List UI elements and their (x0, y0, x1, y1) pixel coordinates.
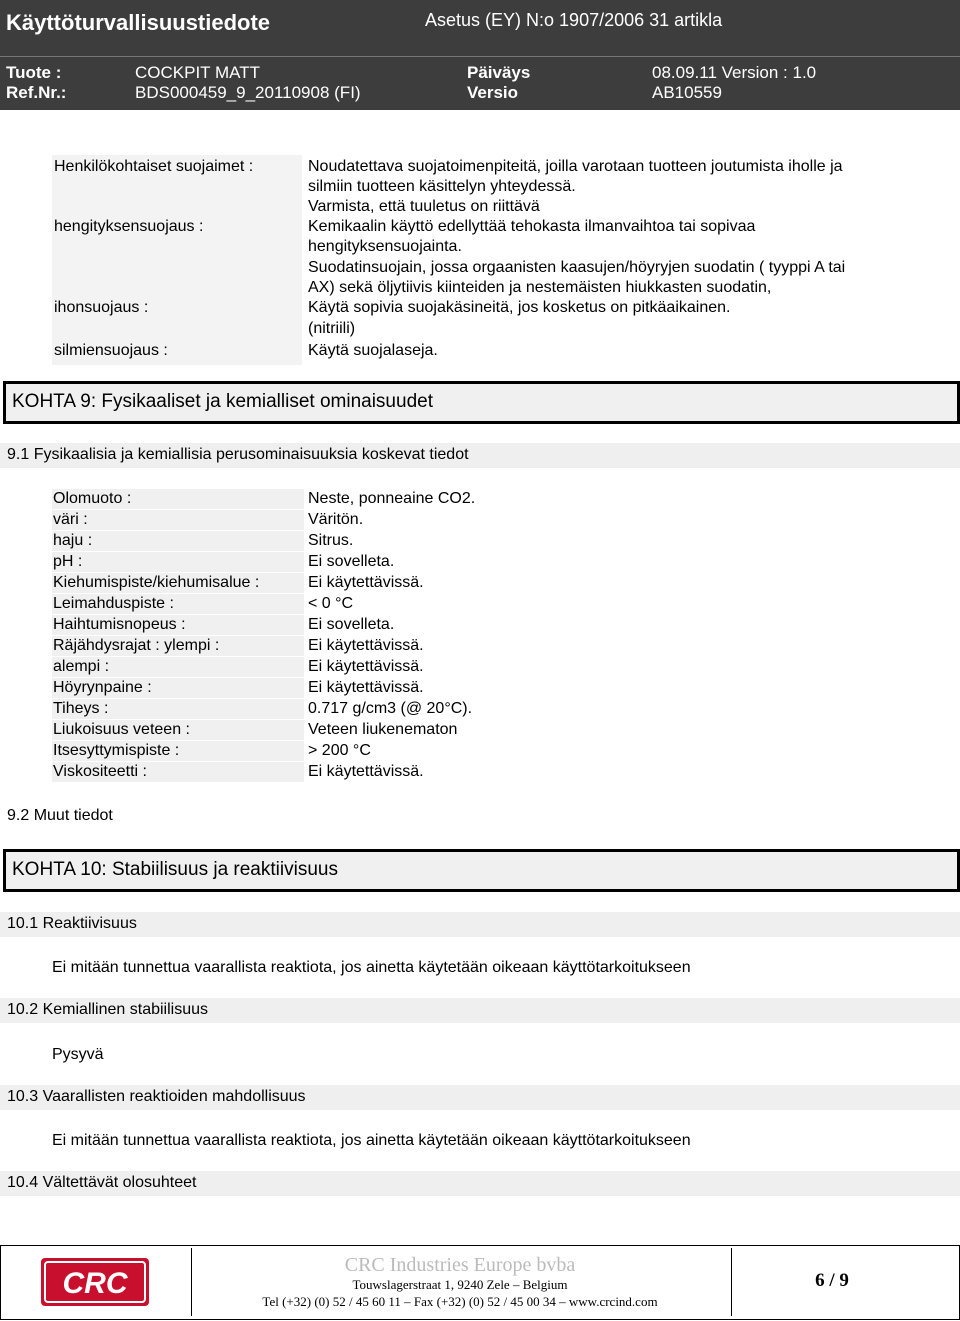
respiratory-protection-line: Kemikaalin käyttö edellyttää tehokasta ilmanvaihtoa tai sopivaa (308, 218, 756, 235)
company-address-block (192, 1248, 728, 1316)
property-label-cell (52, 573, 304, 593)
property-label-cell (52, 615, 304, 635)
property-label-cell (52, 741, 304, 761)
respiratory-protection-line: AX) sekä öljytiivis kiinteiden ja nestemäisten hiukkasten suodatin, (308, 279, 772, 296)
skin-protection-line: Käytä sopivia suojakäsineitä, jos kosketus on pitkäaikainen. (308, 299, 731, 316)
eye-protection-text: Käytä suojalaseja. (308, 342, 438, 359)
eye-protection-label: silmiensuojaus : (54, 342, 168, 359)
company-contact: Tel (+32) (0) 52 / 45 60 11 – Fax (+32) (0) 52 / 45 00 34 – www.crcind.com (262, 1294, 658, 1309)
stability-text: Pysyvä (52, 1046, 104, 1063)
property-label: Räjähdysrajat : ylempi : (53, 637, 220, 654)
property-value: Ei käytettävissä. (308, 679, 424, 696)
property-label-cell (52, 636, 304, 656)
property-value: > 200 °C (308, 742, 371, 759)
subsection-9-1-title: 9.1 Fysikaalisia ja kemiallisia perusominaisuuksia koskevat tiedot (7, 446, 469, 463)
protection-label-column (52, 155, 302, 365)
reactivity-text: Ei mitään tunnettua vaarallista reaktiota, jos ainetta käytetään oikeaan käyttötarkoitukseen (52, 959, 691, 976)
ref-value: BDS000459_9_20110908 (FI) (135, 83, 361, 102)
regulation-reference: Asetus (EY) N:o 1907/2006 31 artikla (425, 10, 723, 30)
property-value: 0.717 g/cm3 (@ 20°C). (308, 700, 473, 717)
skin-protection-label: ihonsuojaus : (54, 299, 149, 316)
subsection-10-2 (0, 998, 960, 1023)
respiratory-protection-line: hengityksensuojainta. (308, 238, 462, 255)
property-label: Leimahduspiste : (53, 595, 174, 612)
property-label-cell (52, 699, 304, 719)
subsection-10-3 (0, 1085, 960, 1110)
property-label: Höyrynpaine : (53, 679, 152, 696)
personal-protection-line: silmiin tuotteen käsittelyn yhteydessä. (308, 178, 576, 195)
property-label: Kiehumispiste/kiehumisalue : (53, 574, 260, 591)
property-value: Ei käytettävissä. (308, 637, 424, 654)
property-label-cell (52, 678, 304, 698)
subsection-9-1 (0, 443, 960, 468)
company-name: CRC Industries Europe bvba (344, 1254, 576, 1276)
date-label: Päiväys (467, 63, 531, 82)
property-label-cell (52, 657, 304, 677)
personal-protection-line: Varmista, että tuuletus on riittävä (308, 198, 540, 215)
property-value: Ei käytettävissä. (308, 763, 424, 780)
skin-protection-line: (nitriili) (308, 320, 356, 337)
respiratory-protection-label: hengityksensuojaus : (54, 218, 204, 235)
version-value: AB10559 (652, 83, 722, 102)
date-value: 08.09.11 Version : 1.0 (652, 63, 817, 82)
page-number-box (731, 1248, 958, 1316)
respiratory-protection-line: Suodatinsuojain, jossa orgaanisten kaasujen/höyryjen suodatin ( tyyppi A tai (308, 259, 846, 276)
property-label: Itsesyttymispiste : (53, 742, 180, 759)
property-label-cell (52, 531, 304, 551)
property-value: Sitrus. (308, 532, 354, 549)
document-title: Käyttöturvallisuustiedote (6, 10, 271, 35)
property-value: Ei sovelleta. (308, 553, 395, 570)
header-divider (0, 56, 960, 57)
product-label: Tuote : (6, 63, 62, 82)
property-label-cell (52, 552, 304, 572)
product-value: COCKPIT MATT (135, 63, 260, 82)
property-label: Tiheys : (53, 700, 109, 717)
subsection-10-1 (0, 912, 960, 937)
page-footer (0, 1245, 960, 1320)
property-label-cell (52, 720, 304, 740)
subsection-10-4 (0, 1171, 960, 1196)
subsection-10-1-title: 10.1 Reaktiivisuus (7, 915, 137, 932)
property-label-cell (52, 489, 304, 509)
property-label: Liukoisuus veteen : (53, 721, 190, 738)
document-header (0, 0, 960, 110)
page-number: 6 / 9 (815, 1270, 849, 1291)
company-address: Touwslagerstraat 1, 9240 Zele – Belgium (352, 1277, 568, 1292)
property-label-cell (52, 762, 304, 782)
logo-text: CRC (62, 1267, 128, 1300)
property-value: Ei käytettävissä. (308, 658, 424, 675)
property-label: pH : (53, 553, 83, 570)
property-label: Haihtumisnopeus : (53, 616, 186, 633)
property-value: Ei käytettävissä. (308, 574, 424, 591)
section-9-heading (3, 381, 960, 424)
property-value: Väritön. (308, 511, 364, 528)
crc-logo (3, 1248, 192, 1316)
property-value: < 0 °C (308, 595, 354, 612)
property-label-cell (52, 594, 304, 614)
property-label: väri : (53, 511, 88, 528)
property-label: Olomuoto : (53, 490, 132, 507)
property-value: Ei sovelleta. (308, 616, 395, 633)
section-10-title: KOHTA 10: Stabiilisuus ja reaktiivisuus (12, 859, 338, 880)
section-10-heading (3, 849, 960, 892)
subsection-9-2-title: 9.2 Muut tiedot (7, 807, 113, 824)
version-label: Versio (467, 83, 519, 102)
section-9-title: KOHTA 9: Fysikaaliset ja kemialliset ominaisuudet (12, 391, 433, 412)
property-label: alempi : (53, 658, 110, 675)
hazardous-reactions-text: Ei mitään tunnettua vaarallista reaktiota, jos ainetta käytetään oikeaan käyttötarkoitukseen (52, 1132, 691, 1149)
property-label: Viskositeetti : (53, 763, 147, 780)
subsection-10-4-title: 10.4 Vältettävät olosuhteet (7, 1174, 197, 1191)
property-label-cell (52, 510, 304, 530)
crc-logo-icon (3, 1248, 191, 1316)
personal-protection-label: Henkilökohtaiset suojaimet : (54, 158, 254, 175)
personal-protection-line: Noudatettava suojatoimenpiteitä, joilla varotaan tuotteen joutumista iholle ja (308, 158, 843, 175)
property-value: Neste, ponneaine CO2. (308, 490, 476, 507)
subsection-10-2-title: 10.2 Kemiallinen stabiilisuus (7, 1001, 208, 1018)
property-value: Veteen liukenematon (308, 721, 458, 738)
ref-label: Ref.Nr.: (6, 83, 67, 102)
property-label: haju : (53, 532, 93, 549)
subsection-10-3-title: 10.3 Vaarallisten reaktioiden mahdollisuus (7, 1088, 306, 1105)
